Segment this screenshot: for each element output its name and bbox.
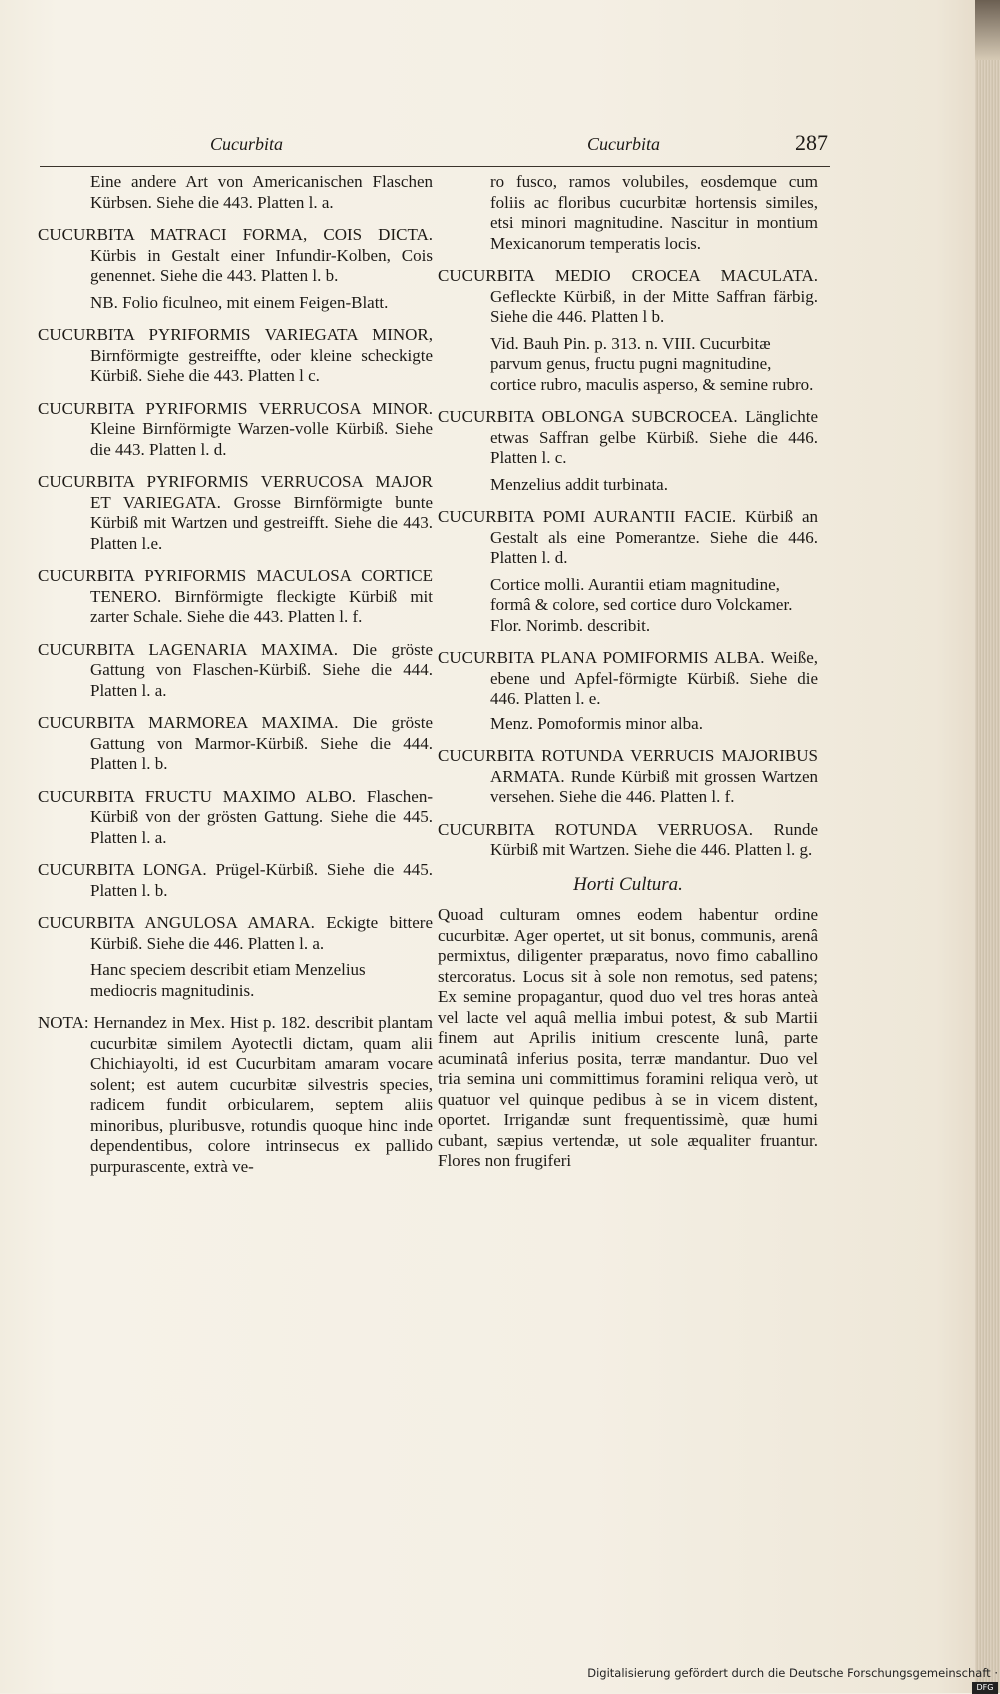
entry-plana-pomiformis: CUCURBITA PLANA POMIFORMIS ALBA. Weiße, ebene und Apfel-förmigte Kürbiß. Siehe die 446. Platten l. e. — [438, 648, 818, 708]
entry-angulosa: CUCURBITA ANGULOSA AMARA. Eckigte bittere Kürbiß. Siehe die 446. Platten l. a. — [38, 913, 433, 953]
entry-longa: CUCURBITA LONGA. Prügel-Kürbiß. Siehe die 445. Platten l. b. — [38, 860, 433, 900]
entry-pyriformis-verrucosa-minor: CUCURBITA PYRIFORMIS VERRUCOSA MINOR. Kleine Birnförmigte Warzen-volle Kürbiß. Siehe die 443. Platten l. d. — [38, 398, 433, 459]
entry-note: Cortice molli. Aurantii etiam magnitudine, formâ & colore, sed cortice duro Volckamer. Flor. Norimb. describit. — [490, 574, 793, 635]
entry-matraci-forma: CUCURBITA MATRACI FORMA, COIS DICTA. Kürbis in Gestalt einer Infundir-Kolben, Cois genennet. Siehe die 443. Platten l. b. — [38, 225, 433, 285]
entry-rotunda-verrucis: CUCURBITA ROTUNDA VERRUCIS MAJORIBUS ARMATA. Runde Kürbiß mit grossen Wartzen versehen. Siehe die 446. Platten l. f. — [438, 746, 818, 806]
header-right-title: Cucurbita — [587, 134, 661, 154]
entry-note: Menz. Pomoformis minor alba. — [490, 713, 703, 733]
entry-pyriformis-verrucosa-major: CUCURBITA PYRIFORMIS VERRUCOSA MAJOR ET VARIEGATA. Grosse Birnförmigte bunte Kürbiß mit Wartzen und gestreifft. Siehe die 443. Platten l.e. — [38, 472, 433, 553]
entry-oblonga: CUCURBITA OBLONGA SUBCROCEA. Länglichte etwas Saffran gelbe Kürbiß. Siehe die 446. Platten l. c. — [438, 407, 818, 467]
paragraph-horti-cultura: Quoad culturam omnes eodem habentur ordine cucurbitæ. Ager opertet, ut sit bonus, communis, arenâ permixtus, diligenter præparatus, novo fimo caballino stercoratus. Locus sit à sole non remotus, sed patens; Ex semine propagantur, quod duo vel tres horas anteà vel lacte vel aquâ mellia imbui potest, & sub Martii finem aut Aprilis initium crescente lunâ, parte acuminatâ inferius posita, terræ mandantur. Duo vel tria semina uni committimus foramini reliqua verò, ut quatuor vel quinque pedibus à se in vicem distent, oportet. Irrigandæ sunt frequentissimè, quæ humi cubant, sæpius vertendæ, ut sole æqualiter fruantur. Flores non frugiferi — [438, 905, 818, 1170]
page-edge — [975, 0, 1000, 1693]
entry-marmorea: CUCURBITA MARMOREA MAXIMA. Die gröste Gattung von Marmor-Kürbiß. Siehe die 444. Platten l. b. — [38, 713, 433, 773]
entry-continuation: Eine andere Art von Americanischen Flaschen Kürbsen. Siehe die 443. Platten l. a. — [90, 172, 433, 212]
entry-note: Vid. Bauh Pin. p. 313. n. VIII. Cucurbitæ parvum genus, fructu pugni magnitudine, cortice rubro, maculis asperso, & semine rubro. — [490, 333, 814, 394]
entry-nota: NOTA: Hernandez in Mex. Hist p. 182. describit plantam cucurbitæ similem Ayotectli dictam, quam alii Chichiayolti, id est Cucurbitam amaram vocare solent; est autem cucurbitæ silvestris species, radicem fundit orbicularem, septem aliis minoribus, pluribusve, rotundis quoque hinc inde dependentibus, colore intrinsecus ex pallido purpurascente, extrà ve- — [38, 1013, 433, 1176]
right-column — [438, 172, 818, 1172]
entry-pyriformis-maculosa: CUCURBITA PYRIFORMIS MACULOSA CORTICE TENERO. Birnförmigte fleckigte Kürbiß mit zarter Schale. Siehe die 443. Platten l. f. — [38, 566, 433, 626]
page-number: 287 — [795, 130, 828, 155]
left-column — [38, 172, 433, 1177]
entry-continuation: ro fusco, ramos volubiles, eosdemque cum foliis ac floribus cucurbitæ hortensis similes, etsi minori magnitudine. Nascitur in montium Mexicanorum temperatis locis. — [490, 172, 818, 253]
section-title: Horti Cultura. — [573, 873, 683, 895]
entry-pomi-aurantii: CUCURBITA POMI AURANTII FACIE. Kürbiß an Gestalt als eine Pomerantze. Siehe die 446. Platten l. d. — [438, 507, 818, 567]
page-edge-shadow — [975, 0, 1000, 60]
entry-medio-crocea: CUCURBITA MEDIO CROCEA MACULATA. Gefleckte Kürbiß, in der Mitte Saffran färbig. Siehe die 446. Platten l b. — [438, 266, 818, 326]
header-rule — [40, 166, 830, 167]
entry-note: Menzelius addit turbinata. — [490, 474, 668, 494]
entry-note: NB. Folio ficulneo, mit einem Feigen-Blatt. — [90, 292, 389, 312]
entry-pyriformis-variegata: CUCURBITA PYRIFORMIS VARIEGATA MINOR, Birnförmigte gestreiffte, oder kleine scheckigte Kürbiß. Siehe die 443. Platten l c. — [38, 325, 433, 385]
entry-rotunda-verruosa: CUCURBITA ROTUNDA VERRUOSA. Runde Kürbiß mit Wartzen. Siehe die 446. Platten l. g. — [438, 819, 818, 859]
dfg-logo-icon: DFG — [972, 1682, 998, 1694]
entry-note: Hanc speciem describit etiam Menzelius mediocris magnitudinis. — [90, 960, 366, 1000]
entry-lagenaria: CUCURBITA LAGENARIA MAXIMA. Die gröste Gattung von Flaschen-Kürbiß. Siehe die 444. Platten l. a. — [38, 639, 433, 700]
footer-text: Digitalisierung gefördert durch die Deutsche Forschungsgemeinschaft · — [587, 1666, 998, 1680]
digitization-footer — [578, 1666, 998, 1694]
running-header — [40, 130, 830, 160]
header-left-title: Cucurbita — [210, 134, 284, 154]
entry-fructu-maximo: CUCURBITA FRUCTU MAXIMO ALBO. Flaschen-Kürbiß von der grösten Gattung. Siehe die 445. Platten l. a. — [38, 786, 433, 847]
